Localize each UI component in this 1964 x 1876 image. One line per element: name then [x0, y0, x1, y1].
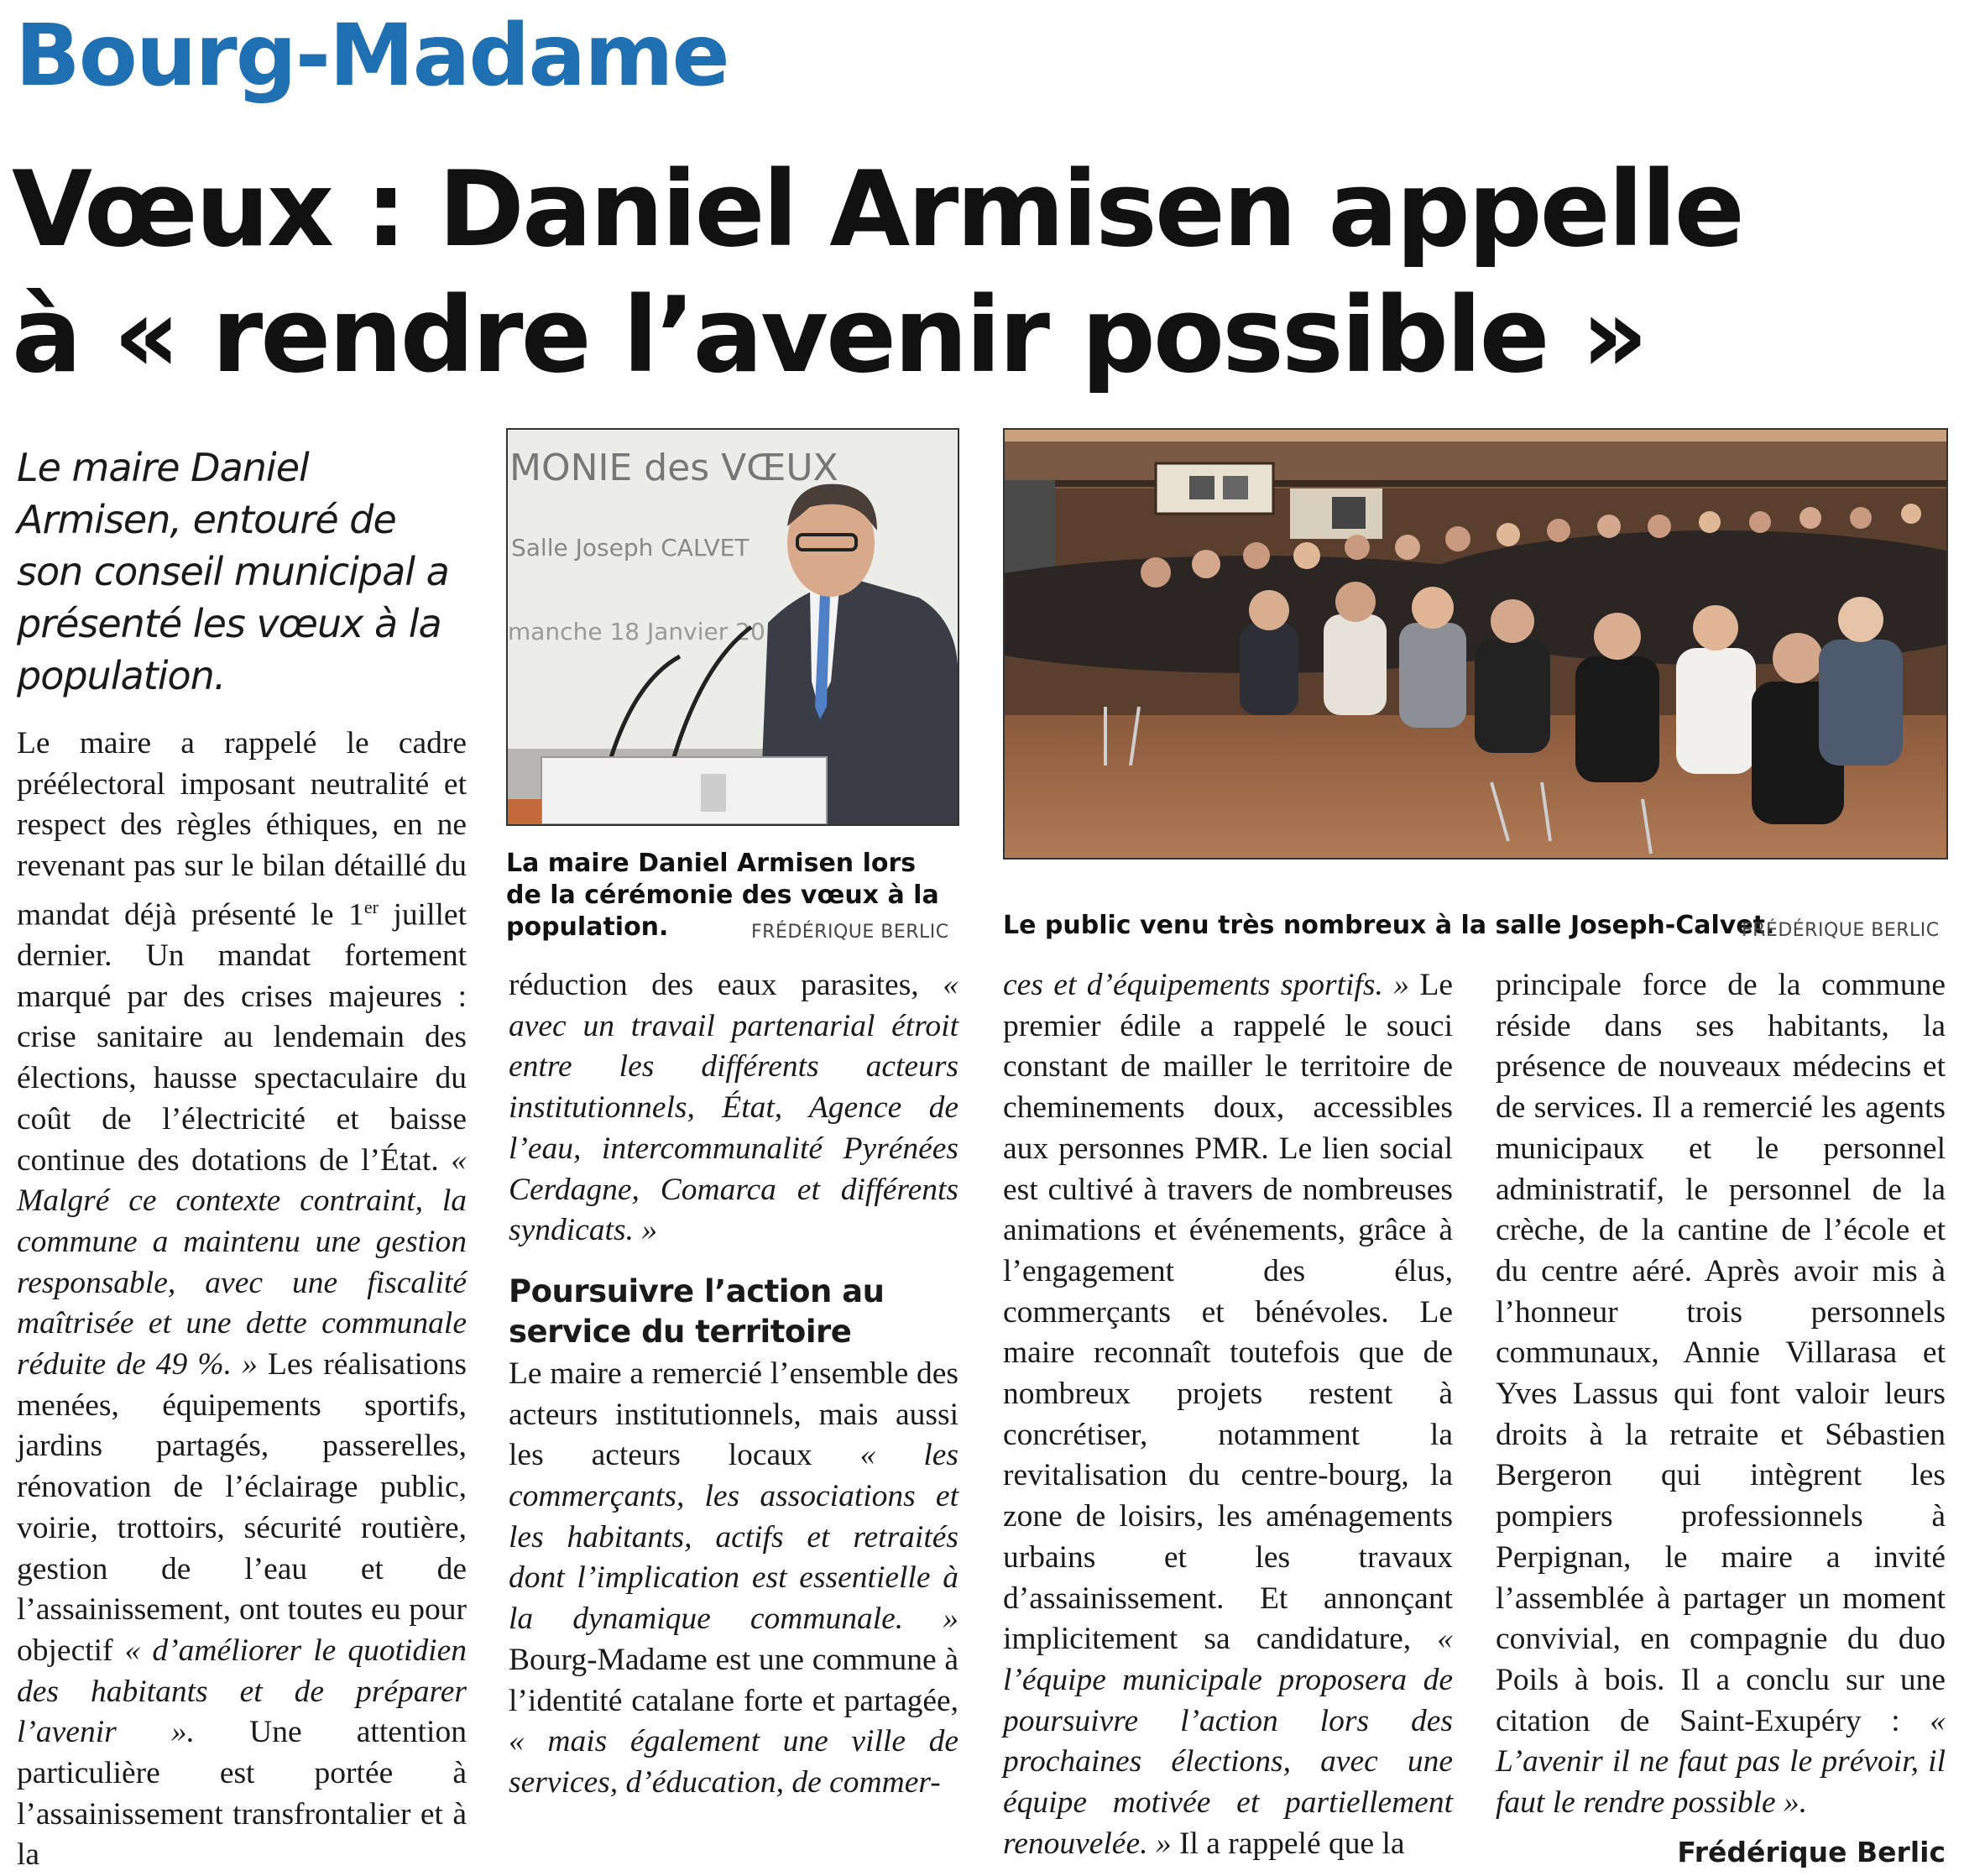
quote: « les commerçants, les associations et les habitants, actifs et retraités dont l’implication est essentielle à la dynamique communale. »	[509, 1438, 958, 1637]
column-2-paragraph	[509, 965, 958, 1252]
photo-2-credit: FRÉDÉRIQUE BERLIC	[1742, 920, 1940, 941]
article-column-3	[1003, 965, 1453, 1864]
photo-mayor-speech	[506, 428, 959, 826]
lede: Le maire Daniel Armisen, entouré de son conseil municipal a présenté les vœux à la population.	[17, 445, 449, 698]
text-run: Bourg-Madame est une commune à l’identité catalane forte et partagée,	[509, 1642, 958, 1718]
screen-date: manche 18 Janvier 20	[508, 618, 765, 645]
column-2-paragraph	[509, 1354, 958, 1804]
quote: « l’équipe municipale proposera de poursuivre l’action lors des prochaines élections, avec une équipe motivée et partiellement renouvelée. »	[1003, 1622, 1453, 1861]
photo-mayor-illustration	[508, 430, 958, 824]
photo-audience-illustration	[1005, 430, 1946, 858]
text-run: réduction des eaux parasites,	[509, 968, 943, 1002]
column-3-paragraph	[1003, 965, 1453, 1864]
quote: ces et d’équipements sportifs. »	[1003, 968, 1410, 1002]
quote: « d’améliorer le quotidien des habitants et de préparer l’avenir ».	[17, 1633, 467, 1750]
ordinal-suffix: er	[363, 896, 379, 917]
section-subhead: Poursuivre l’action au service du territoire	[509, 1272, 885, 1350]
text-run: juillet dernier. Un mandat fortement marqué par des crises majeures : crise sanitaire au lendemain des élections, hausse spectaculaire du coût de l’électricité et baisse continue des dotations de l’État.	[17, 897, 467, 1178]
text-run: Il a rappelé que la	[1171, 1826, 1405, 1861]
article-column-1	[17, 724, 467, 1876]
text-run: Les réalisations menées, équipements sportifs, jardins partagés, passerelles, rénovation de l’éclairage public, voirie, trottoirs, sécurité routière, gestion de l’eau et de l’assainissement, ont toutes eu pour objectif	[17, 1347, 467, 1668]
column-1-paragraph	[17, 724, 467, 1876]
text-run: Le premier édile a rappelé le souci constant de mailler le territoire de cheminements doux, accessibles aux personnes PMR. Le lien social est cultivé à travers de nombreuses animations et événements, grâce à l’engagement des élus, commerçants et bénévoles. Le maire reconnaît toutefois que de nombreux projets restent à concrétiser, notamment la revitalisation du centre-bourg, la zone de loisirs, les aménagements urbains et les travaux d’assainissement. Et annonçant implicitement sa candidature,	[1003, 968, 1453, 1657]
section-kicker: Bourg-Madame	[15, 6, 729, 106]
photo-1-credit: FRÉDÉRIQUE BERLIC	[751, 922, 949, 943]
photo-audience	[1003, 428, 1948, 860]
photo-2-caption: Le public venu très nombreux à la salle Joseph-Calvet.	[1003, 911, 1775, 940]
text-run: principale force de la commune réside dans ses habitants, la présence de nouveaux médecins et de services. Il a remercié les agents municipaux et le personnel administratif, le personnel de la crèche, de la cantine de l’école et du centre aéré. Après avoir mis à l’honneur trois personnels communaux, Annie Villarasa et Yves Lassus qui font valoir leurs droits à la retraite et Sébastien Bergeron qui intègrent les pompiers professionnels à Perpignan, le maire a invité l’assemblée à partager un moment convivial, en compagnie du duo Poils à bois. Il a conclu sur une citation de Saint-Exupéry :	[1496, 968, 1946, 1738]
text-run: Le maire a remercié l’ensemble des acteurs institutionnels, mais aussi les acteurs locaux	[509, 1356, 958, 1473]
photo-1-caption: La maire Daniel Armisen lors de la cérémonie des vœux à la population.	[506, 849, 939, 942]
quote: « mais également une ville de services, d’éducation, de commer-	[509, 1724, 958, 1800]
article-column-4	[1496, 965, 1946, 1873]
text-run: Une attention particulière est portée à l’assainissement transfrontalier et à la	[17, 1715, 467, 1873]
headline-line-2: à « rendre l’avenir possible »	[12, 275, 1646, 396]
screen-venue: Salle Joseph CALVET	[511, 534, 750, 562]
text-run: Le maire a rappelé le cadre préélectoral imposant neutralité et respect des règles éthiques, en ne revenant pas sur le bilan détaillé du mandat déjà présenté le 1	[17, 726, 467, 933]
quote: « Malgré ce contexte contraint, la commune a maintenu une gestion responsable, avec une fiscalité maîtrisée et une dette communale réduite de 49 %. »	[17, 1142, 467, 1382]
headline	[12, 147, 1951, 399]
column-4-paragraph	[1496, 965, 1946, 1824]
headline-line-1: Vœux : Daniel Armisen appelle	[12, 149, 1742, 270]
screen-title: MONIE des VŒUX	[509, 447, 838, 489]
lectern	[541, 757, 827, 824]
quote: « L’avenir il ne faut pas le prévoir, il faut le rendre possible ».	[1496, 1703, 1946, 1821]
article-column-2	[509, 965, 958, 1804]
author-signature: Frédérique Berlic	[1677, 1835, 1946, 1868]
quote: « avec un travail partenarial étroit entre les différents acteurs institutionnels, État, Agence de l’eau, intercommunalité Pyrénées Cerdagne, Comarca et différents syndicats. »	[509, 968, 958, 1248]
